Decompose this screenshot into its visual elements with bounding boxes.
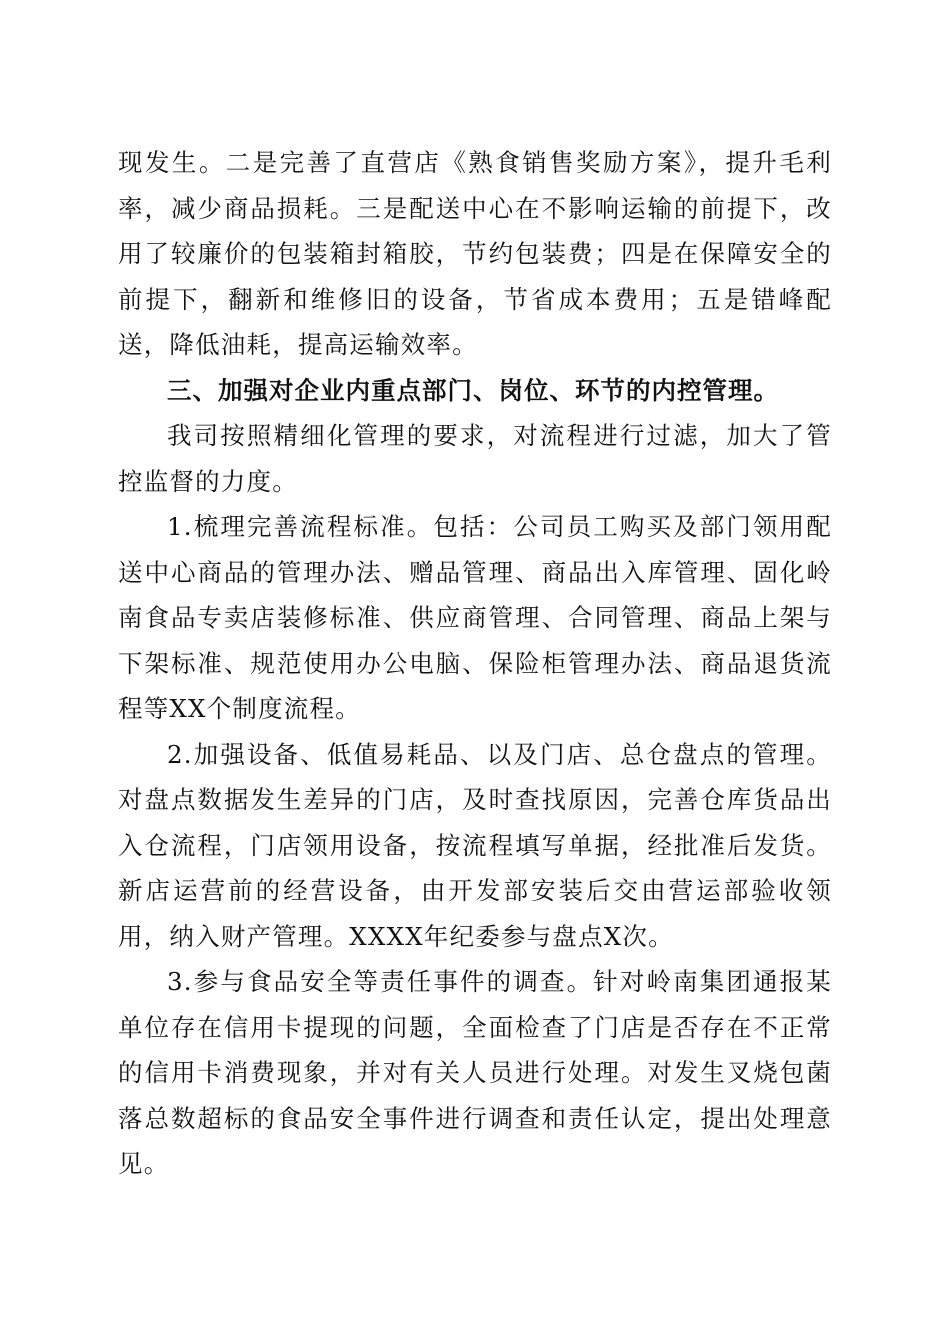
document-body	[118, 140, 832, 1187]
paragraph-intro: 我司按照精细化管理的要求，对流程进行过滤，加大了管控监督的力度。	[118, 421, 832, 496]
paragraph-item-3: 3.参与食品安全等责任事件的调查。针对岭南集团通报某单位存在信用卡提现的问题，全面检查了门店是否存在不正常的信用卡消费现象，并对有关人员进行处理。对发生叉烧包菌落总数超标的食品安全事件进行调查和责任认定，提出处理意见。	[118, 967, 832, 1178]
section-heading: 三、加强对企业内重点部门、岗位、环节的内控管理。	[167, 375, 779, 405]
paragraph-item-2: 2.加强设备、低值易耗品、以及门店、总仓盘点的管理。对盘点数据发生差异的门店，及时查找原因，完善仓库货品出入仓流程，门店领用设备，按流程填写单据，经批准后发货。新店运营前的经营设备，由开发部安装后交由营运部验收领用，纳入财产管理。XXXX年纪委参与盘点X次。	[118, 739, 832, 951]
paragraph-continuation: 现发生。二是完善了直营店《熟食销售奖励方案》，提升毛利率，减少商品损耗。三是配送中心在不影响运输的前提下，改用了较廉价的包装箱封箱胶，节约包装费；四是在保障安全的前提下，翻新和维修旧的设备，节省成本费用；五是错峰配送，降低油耗，提高运输效率。	[118, 148, 832, 359]
paragraph-item-1: 1.梳理完善流程标准。包括：公司员工购买及部门领用配送中心商品的管理办法、赠品管理、商品出入库管理、固化岭南食品专卖店装修标准、供应商管理、合同管理、商品上架与下架标准、规范使用办公电脑、保险柜管理办法、商品退货流程等XX个制度流程。	[118, 512, 832, 723]
